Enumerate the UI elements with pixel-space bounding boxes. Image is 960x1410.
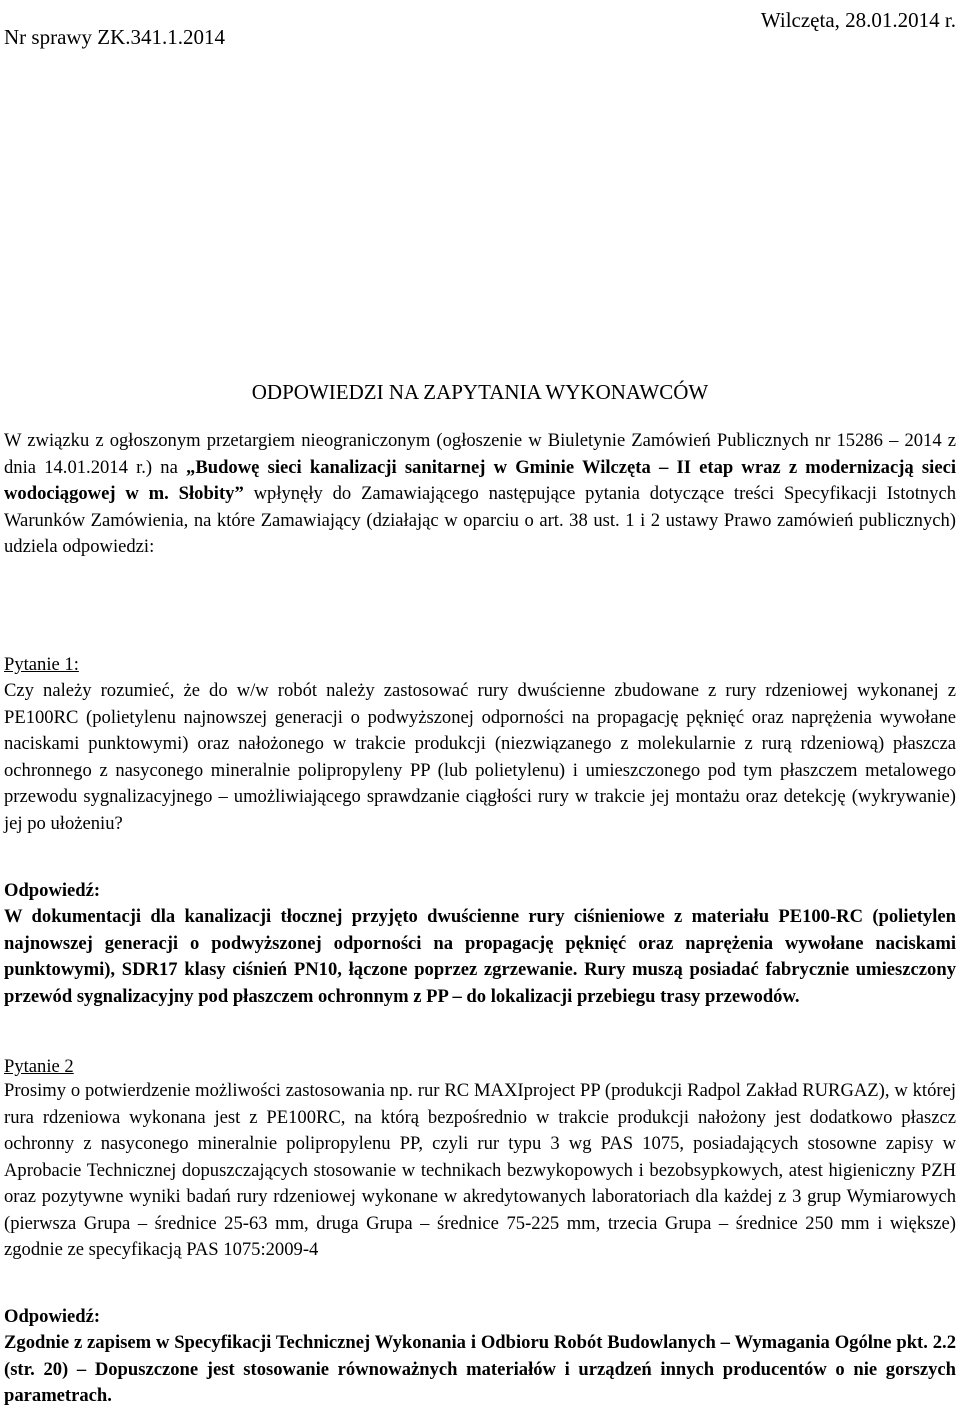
question-1-label: Pytanie 1: bbox=[4, 654, 79, 675]
answer-1-text: W dokumentacji dla kanalizacji tłocznej przyjęto dwuścienne rury ciśnieniowe z materiału PE100-RC (polietylen najnowszej generacji o podwyższonej odporności na propagację pęknięć oraz naprężenia wywołane naciskami punktowymi), SDR17 klasy ciśnień PN10, łączone poprzez zgrzewanie. Rury muszą posiadać fabrycznie umieszczony przewód sygnalizacyjny pod płaszczem ochronnym z PP – do lokalizacji przebiegu trasy przewodów. bbox=[4, 906, 956, 1007]
case-number: Nr sprawy ZK.341.1.2014 bbox=[4, 25, 226, 49]
question-2-text: Prosimy o potwierdzenie możliwości zastosowania np. rur RC MAXIproject PP (produkcji Radpol Zakład RURGAZ), w której rura rdzeniowa wykonana jest z PE100RC, na którą bezpośrednio w trakcie produkcji nałożony jest dodatkowo płaszcz ochronny z nasyconego mineralnie polipropylenu PP, czyli rur typu 3 wg PAS 1075, posiadających stosowne zapisy w Aprobacie Technicznej dopuszczających stosowanie w technikach bezwykopowych i bezobsypkowych, atest higieniczny PZH oraz pozytywne wyniki badań rury rdzeniowej wykonane w akredytowanych laboratoriach dla każdej z 3 grup Wymiarowych (pierwsza Grupa – średnice 25-63 mm, druga Grupa – średnice 75-225 mm, trzecia Grupa – średnice 250 mm i większe) zgodnie ze specyfikacją PAS 1075:2009-4 bbox=[4, 1080, 956, 1260]
question-1-text: Czy należy rozumieć, że do w/w robót należy zastosować rury dwuścienne zbudowane z rury rdzeniowej wykonanej z PE100RC (polietylenu najnowszej generacji o podwyższonej odporności na propagację pęknięć oraz naprężenia wywołane naciskami punktowymi) oraz nałożonego w trakcie produkcji (niezwiązanego z molekularnie z rurą rdzeniową) płaszcza ochronnego z nasyconego mineralnie polipropyleny PP (lub polietylenu) i umieszczonego pod tym płaszczem metalowego przewodu sygnalizacyjnego – umożliwiającego sprawdzanie ciągłości rury w trakcie jej montażu oraz detekcję (wykrywanie) jej po ułożeniu? bbox=[4, 680, 956, 834]
answer-2-text: Zgodnie z zapisem w Specyfikacji Technicznej Wykonania i Odbioru Robót Budowlanych – Wymagania Ogólne pkt. 2.2 (str. 20) – Dopuszczone jest stosowanie równoważnych materiałów i urządzeń innych producentów o nie gorszych parametrach. bbox=[4, 1332, 956, 1406]
document-title: ODPOWIEDZI NA ZAPYTANIA WYKONAWCÓW bbox=[251, 380, 709, 404]
place-date: Wilczęta, 28.01.2014 r. bbox=[760, 8, 956, 32]
document-header bbox=[4, 8, 956, 52]
project-name: „Budowę sieci kanalizacji sanitarnej w Gminie Wilczęta – II etap wraz z modernizacją sieci wodociągowej w m. Słobity” bbox=[4, 456, 956, 504]
answer-1-label: Odpowiedź: bbox=[4, 880, 101, 901]
intro-text-part2: wpłynęły do Zamawiającego następujące pytania dotyczące treści Specyfikacji Istotnych Warunków Zamówienia, na które Zamawiający (działając w oparciu o art. 38 ust. 1 i 2 ustawy Prawo zamówień publicznych) udziela odpowiedzi: bbox=[4, 483, 956, 557]
intro-paragraph bbox=[4, 428, 956, 561]
question-2-label: Pytanie 2 bbox=[4, 1056, 74, 1077]
answer-2-label: Odpowiedź: bbox=[4, 1306, 101, 1327]
intro-text-part1: W związku z ogłoszonym przetargiem nieograniczonym (ogłoszenie w Biuletynie Zamówień Publicznych nr 15286 – 2014 z dnia 14.01.2014 r.) na bbox=[4, 430, 956, 478]
